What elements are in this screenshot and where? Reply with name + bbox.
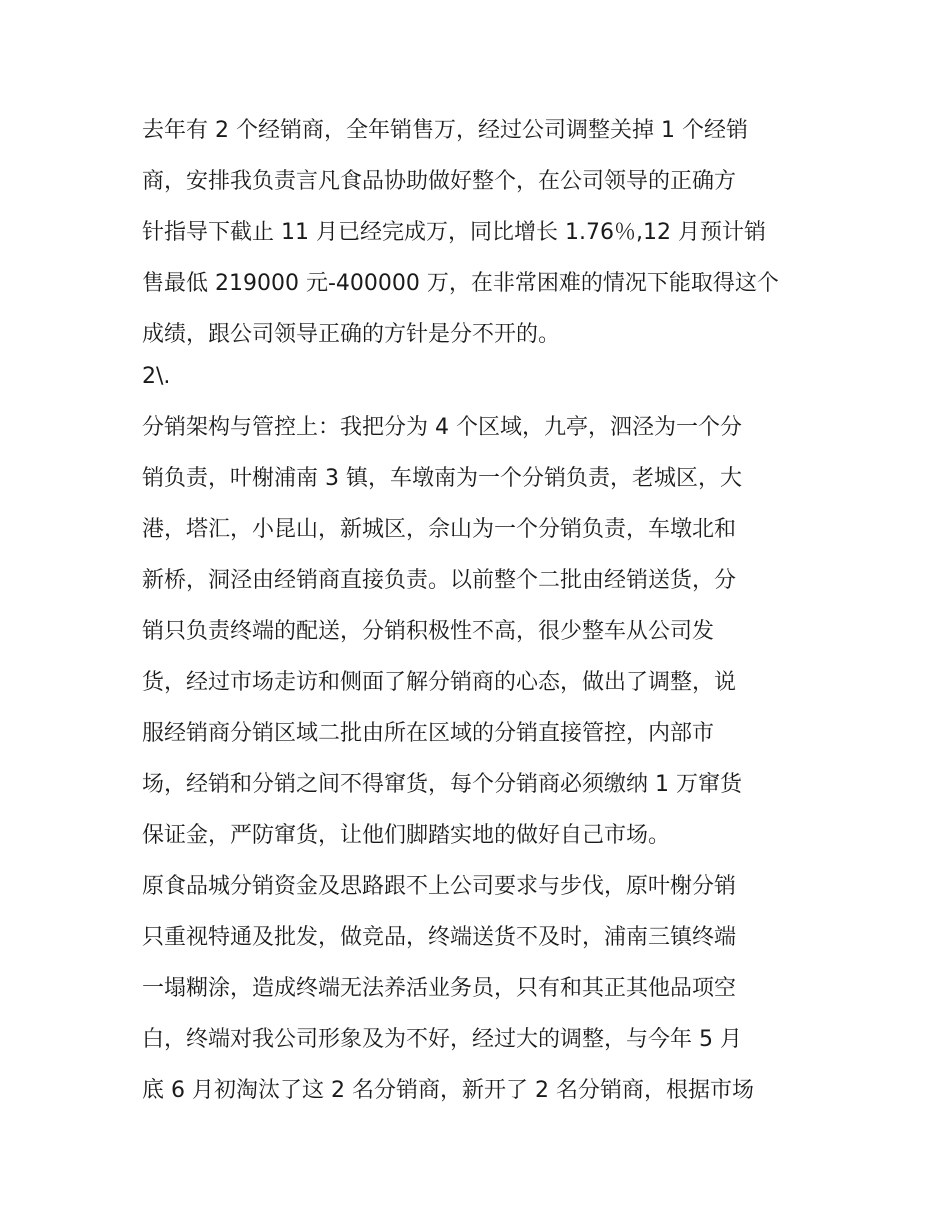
text-line: 针指导下截止 11 月已经完成万，同比增长 1.76％,12 月预计销 [142,220,766,245]
text-line: 服经销商分销区域二批由所在区域的分销直接管控，内部市 [142,721,715,746]
section-number [142,358,814,396]
text-line: 商，安排我负责言凡食品协助做好整个，在公司领导的正确方 [142,169,737,194]
text-line: 新桥，洞泾由经销商直接负责。以前整个二批由经销送货，分 [142,568,737,593]
text-line: 原食品城分销资金及思路跟不上公司要求与步伐，原叶榭分销 [142,874,737,899]
text-line: 白，终端对我公司形象及为不好，经过大的调整，与今年 5 月 [142,1027,742,1052]
text-line: 2\. [142,364,171,389]
paragraph-distribution-structure [142,402,814,861]
text-line: 底 6 月初淘汰了这 2 名分销商，新开了 2 名分销商，根据市场 [142,1078,754,1103]
text-line: 售最低 219000 元-400000 万，在非常困难的情况下能取得这个 [142,271,779,296]
text-line: 一塌糊涂，造成终端无法养活业务员，只有和其正其他品项空 [142,976,737,1001]
text-line: 销只负责终端的配送，分销积极性不高，很少整车从公司发 [142,619,715,644]
text-line: 场，经销和分销之间不得窜货，每个分销商必须缴纳 1 万窜货 [142,772,742,797]
text-line: 只重视特通及批发，做竞品，终端送货不及时，浦南三镇终端 [142,925,737,950]
text-line: 货，经过市场走访和侧面了解分销商的心态，做出了调整，说 [142,670,737,695]
text-line: 分销架构与管控上：我把分为 4 个区域，九亭，泗泾为一个分 [142,415,742,440]
document-body [142,105,814,1116]
text-line: 保证金，严防窜货，让他们脚踏实地的做好自己市场。 [142,823,671,848]
text-line: 成绩，跟公司领导正确的方针是分不开的。 [142,322,561,347]
text-line: 去年有 2 个经销商，全年销售万，经过公司调整关掉 1 个经销 [142,118,748,143]
paragraph-distributor-adjustment [142,861,814,1116]
text-line: 销负责，叶榭浦南 3 镇，车墩南为一个分销负责，老城区，大 [142,466,742,491]
paragraph-sales-summary [142,105,814,360]
text-line: 港，塔汇，小昆山，新城区，佘山为一个分销负责，车墩北和 [142,517,737,542]
